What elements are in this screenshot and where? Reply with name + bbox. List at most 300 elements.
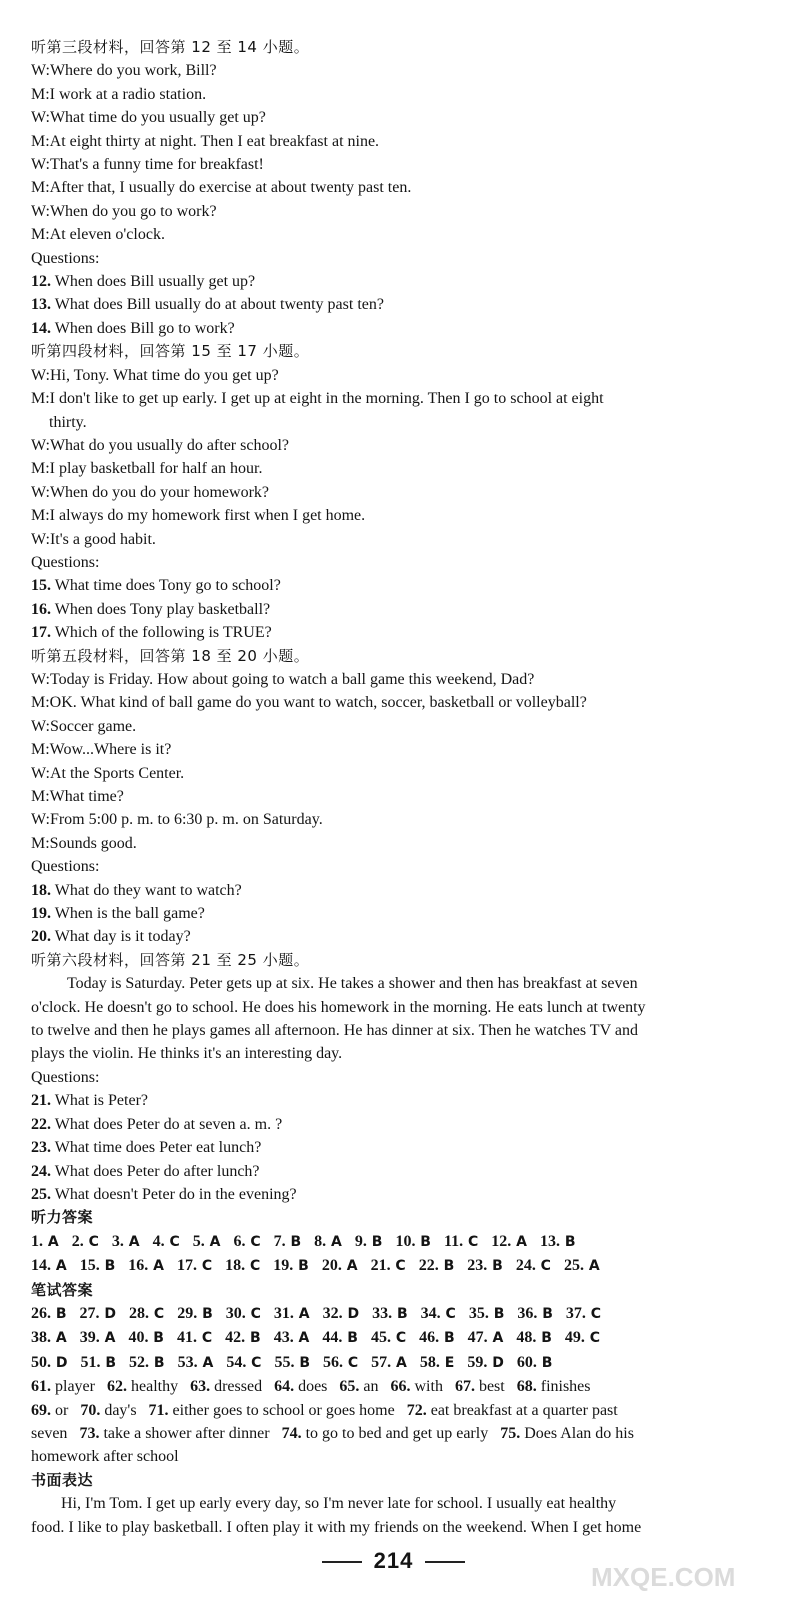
answer-value: B bbox=[197, 1305, 213, 1322]
answer-value: A bbox=[197, 1354, 214, 1371]
answer-value: A bbox=[51, 1330, 67, 1347]
answer-number: 52. bbox=[129, 1353, 150, 1371]
answer-item bbox=[566, 1302, 601, 1326]
passage-line: to twelve and then he plays games all afternoon. He has dinner at six. Then he watches TV and bbox=[31, 1022, 638, 1040]
answer-value: or bbox=[51, 1401, 69, 1419]
answer-value: B bbox=[342, 1330, 358, 1347]
answer-number: 38. bbox=[31, 1329, 51, 1347]
answer-number: 1. bbox=[31, 1232, 43, 1250]
answer-value: dressed bbox=[210, 1378, 263, 1396]
answer-value: B bbox=[439, 1330, 455, 1347]
answer-value: B bbox=[487, 1258, 503, 1275]
answer-value: B bbox=[536, 1330, 552, 1347]
answer-value: D bbox=[51, 1354, 68, 1371]
answer-value: C bbox=[584, 1330, 601, 1347]
answer-item bbox=[177, 1302, 213, 1326]
answer-number: 19. bbox=[273, 1257, 294, 1275]
question-text: What does Peter do at seven a. m. ? bbox=[51, 1115, 283, 1133]
question-item bbox=[31, 1113, 743, 1136]
answer-value: A bbox=[204, 1233, 221, 1250]
answer-row bbox=[31, 1230, 743, 1254]
dash-left bbox=[322, 1561, 362, 1563]
answer-item bbox=[72, 1230, 99, 1254]
answer-number: 60. bbox=[516, 1353, 537, 1371]
answer-number: 50. bbox=[31, 1353, 51, 1371]
answer-item bbox=[371, 1254, 406, 1278]
question-number: 17. bbox=[31, 624, 51, 642]
answer-item bbox=[31, 1230, 59, 1254]
answer-item bbox=[31, 1399, 68, 1422]
answer-item bbox=[419, 1254, 455, 1278]
question-item bbox=[31, 1136, 743, 1159]
section5-heading: 听第五段材料，回答第 18 至 20 小题。 bbox=[31, 646, 310, 665]
question-item bbox=[31, 317, 743, 340]
answer-number: 71. bbox=[148, 1401, 169, 1419]
answer-value: B bbox=[149, 1354, 165, 1371]
answer-item bbox=[274, 1326, 310, 1350]
answer-value: B bbox=[148, 1330, 164, 1347]
answer-number: 62. bbox=[106, 1378, 127, 1396]
answer-number: 32. bbox=[322, 1304, 343, 1322]
answer-item bbox=[128, 1254, 164, 1278]
answer-item bbox=[80, 1399, 136, 1422]
answer-item bbox=[129, 1351, 165, 1375]
answer-item bbox=[468, 1326, 504, 1350]
answer-value: C bbox=[149, 1305, 165, 1322]
answer-number: 6. bbox=[233, 1232, 246, 1250]
answer-row bbox=[31, 1302, 743, 1326]
answer-item bbox=[323, 1302, 360, 1326]
answer-number: 67. bbox=[454, 1378, 475, 1396]
question-text: Which of the following is TRUE? bbox=[51, 624, 272, 642]
answer-value: A bbox=[51, 1258, 67, 1275]
answer-value: C bbox=[390, 1258, 406, 1275]
dialogue-line: M:At eleven o'clock. bbox=[31, 226, 165, 244]
answer-value: B bbox=[100, 1354, 117, 1371]
dialogue-line: M:What time? bbox=[31, 788, 124, 805]
answer-number: 48. bbox=[516, 1329, 537, 1347]
answer-item bbox=[371, 1326, 406, 1350]
watermark-logo bbox=[551, 1528, 781, 1598]
answer-value: A bbox=[391, 1354, 407, 1371]
answer-item bbox=[190, 1375, 262, 1398]
written-answers-grid bbox=[31, 1302, 743, 1375]
answer-item bbox=[31, 1445, 179, 1468]
answer-row bbox=[31, 1422, 743, 1445]
answer-value: C bbox=[246, 1354, 262, 1371]
dialogue-line: W:What time do you usually get up? bbox=[31, 109, 266, 127]
question-number: 24. bbox=[31, 1162, 51, 1180]
answer-item bbox=[355, 1230, 383, 1254]
answer-number: 27. bbox=[79, 1304, 100, 1322]
answer-value: day's bbox=[100, 1401, 137, 1419]
answer-item bbox=[565, 1326, 600, 1350]
answer-value: player bbox=[51, 1378, 95, 1396]
answer-item bbox=[31, 1302, 67, 1326]
answer-item bbox=[274, 1351, 310, 1375]
answer-number: 18. bbox=[225, 1257, 246, 1275]
answer-number: 55. bbox=[274, 1353, 295, 1371]
answer-value: B bbox=[285, 1233, 302, 1250]
answer-number: 45. bbox=[370, 1329, 391, 1347]
answer-number: 59. bbox=[467, 1353, 488, 1371]
dialogue-line: M:At eight thirty at night. Then I eat breakfast at nine. bbox=[31, 132, 380, 150]
answer-item bbox=[516, 1254, 551, 1278]
answer-number: 56. bbox=[323, 1353, 344, 1371]
page-number-text: 214 bbox=[373, 1548, 414, 1573]
answer-item bbox=[467, 1254, 503, 1278]
answer-value: C bbox=[440, 1305, 456, 1322]
answer-value: A bbox=[511, 1233, 527, 1250]
section4-heading: 听第四段材料，回答第 15 至 17 小题。 bbox=[31, 342, 310, 361]
answer-item bbox=[31, 1351, 68, 1375]
questions-label: Questions: bbox=[31, 249, 100, 267]
answer-number: 33. bbox=[372, 1304, 393, 1322]
answer-number: 23. bbox=[467, 1257, 488, 1275]
answer-value: C bbox=[245, 1233, 261, 1250]
answer-value: best bbox=[474, 1378, 505, 1396]
dialogue-line: M:Wow...Where is it? bbox=[31, 741, 172, 759]
question-item bbox=[31, 879, 743, 902]
question-number: 16. bbox=[31, 600, 51, 618]
question-number: 19. bbox=[31, 905, 51, 923]
answer-value: with bbox=[410, 1378, 443, 1396]
answer-item bbox=[420, 1351, 454, 1375]
page-content bbox=[31, 36, 743, 1539]
answer-number: 14. bbox=[31, 1257, 51, 1275]
answer-number: 58. bbox=[419, 1353, 440, 1371]
answer-value: A bbox=[99, 1330, 116, 1347]
section3-dialogue bbox=[31, 59, 743, 246]
answer-item bbox=[80, 1254, 116, 1278]
answer-value: D bbox=[342, 1305, 360, 1322]
listening-answers-heading: 听力答案 bbox=[31, 1208, 94, 1227]
answer-number: 74. bbox=[281, 1424, 302, 1442]
answer-item bbox=[467, 1351, 504, 1375]
writing-heading: 书面表达 bbox=[31, 1470, 94, 1489]
question-item bbox=[31, 270, 743, 293]
answer-number: 40. bbox=[128, 1329, 149, 1347]
dialogue-line: W:What do you usually do after school? bbox=[31, 436, 289, 454]
answer-item bbox=[31, 1326, 67, 1350]
question-item bbox=[31, 902, 743, 925]
dialogue-line: M:After that, I usually do exercise at about twenty past ten. bbox=[31, 179, 412, 197]
question-item bbox=[31, 621, 743, 644]
answer-number: 51. bbox=[80, 1353, 101, 1371]
answer-number: 9. bbox=[354, 1232, 367, 1250]
watermark-text: MXQE.COM bbox=[591, 1562, 736, 1592]
answer-number: 73. bbox=[79, 1424, 100, 1442]
answer-item bbox=[517, 1375, 591, 1398]
answer-number: 2. bbox=[71, 1232, 84, 1250]
answer-value: does bbox=[294, 1378, 328, 1396]
answer-item bbox=[372, 1302, 408, 1326]
answer-item bbox=[129, 1302, 164, 1326]
answer-number: 17. bbox=[176, 1257, 197, 1275]
answer-value: C bbox=[343, 1354, 359, 1371]
dialogue-line: W:From 5:00 p. m. to 6:30 p. m. on Saturday. bbox=[31, 811, 323, 829]
answer-row bbox=[31, 1445, 743, 1468]
answer-value: C bbox=[83, 1233, 99, 1250]
question-text: When does Bill go to work? bbox=[51, 319, 235, 337]
answer-value: C bbox=[390, 1330, 407, 1347]
answer-number: 12. bbox=[491, 1232, 512, 1250]
answer-number: 37. bbox=[565, 1304, 586, 1322]
answer-number: 69. bbox=[31, 1401, 51, 1419]
answer-item bbox=[323, 1351, 358, 1375]
answer-number: 65. bbox=[339, 1378, 360, 1396]
passage-line: Today is Saturday. Peter gets up at six. He takes a shower and then has breakfast at seven bbox=[67, 975, 638, 993]
answer-number: 54. bbox=[226, 1353, 247, 1371]
question-text: What day is it today? bbox=[51, 928, 191, 946]
watermark-graphic bbox=[551, 1528, 781, 1598]
answer-item bbox=[444, 1230, 478, 1254]
answer-value: B bbox=[536, 1354, 553, 1371]
answer-value: A bbox=[341, 1258, 358, 1275]
question-number: 14. bbox=[31, 319, 51, 337]
question-text: When does Bill usually get up? bbox=[51, 273, 256, 291]
answer-row bbox=[31, 1254, 743, 1278]
answer-value: D bbox=[487, 1354, 504, 1371]
written-fill-answers bbox=[31, 1375, 743, 1469]
answer-number: 42. bbox=[225, 1329, 246, 1347]
answer-number: 75. bbox=[500, 1424, 521, 1442]
answer-item bbox=[273, 1254, 309, 1278]
answer-item bbox=[339, 1375, 378, 1398]
answer-item bbox=[79, 1422, 269, 1445]
answer-item bbox=[322, 1326, 358, 1350]
answer-value: C bbox=[245, 1305, 261, 1322]
dialogue-line-continued: thirty. bbox=[49, 413, 87, 431]
writing-line: Hi, I'm Tom. I get up early every day, so I'm never late for school. I usually eat healthy bbox=[61, 1495, 617, 1513]
question-text: What time does Peter eat lunch? bbox=[51, 1139, 262, 1157]
questions-label: Questions: bbox=[31, 858, 100, 876]
answer-item bbox=[274, 1302, 310, 1326]
dialogue-line: W:Where do you work, Bill? bbox=[31, 62, 217, 80]
question-item bbox=[31, 574, 743, 597]
answer-item bbox=[107, 1375, 178, 1398]
question-text: What doesn't Peter do in the evening? bbox=[51, 1185, 297, 1203]
answer-item bbox=[128, 1326, 164, 1350]
answer-item bbox=[517, 1351, 553, 1375]
answer-value: B bbox=[51, 1305, 67, 1322]
answer-number: 30. bbox=[225, 1304, 246, 1322]
answer-item bbox=[178, 1351, 214, 1375]
question-item bbox=[31, 598, 743, 621]
answer-number: 41. bbox=[176, 1329, 197, 1347]
question-text: When is the ball game? bbox=[51, 905, 205, 923]
answer-number: 3. bbox=[111, 1232, 124, 1250]
answer-value: finishes bbox=[536, 1378, 591, 1396]
answer-item bbox=[225, 1254, 260, 1278]
answer-number: 35. bbox=[468, 1304, 489, 1322]
answer-value: B bbox=[559, 1233, 576, 1250]
answer-item bbox=[322, 1254, 358, 1278]
answer-value: eat breakfast at a quarter past bbox=[426, 1401, 618, 1419]
question-text: What does Peter do after lunch? bbox=[51, 1162, 260, 1180]
answer-number: 25. bbox=[563, 1257, 584, 1275]
question-text: What is Peter? bbox=[51, 1092, 149, 1110]
answer-value: C bbox=[463, 1233, 479, 1250]
answer-item bbox=[274, 1230, 302, 1254]
dialogue-line: M:I always do my homework first when I get home. bbox=[31, 507, 366, 525]
question-number: 20. bbox=[31, 928, 51, 946]
answer-number: 70. bbox=[80, 1401, 101, 1419]
answer-value: B bbox=[366, 1233, 383, 1250]
answer-item bbox=[419, 1326, 455, 1350]
dialogue-line: W:At the Sports Center. bbox=[31, 764, 185, 782]
answer-value: to go to bed and get up early bbox=[301, 1424, 489, 1442]
answer-number: 20. bbox=[321, 1257, 342, 1275]
answer-number: 24. bbox=[515, 1257, 536, 1275]
dialogue-line: W:That's a funny time for breakfast! bbox=[31, 156, 264, 174]
section3-heading: 听第三段材料，回答第 12 至 14 小题。 bbox=[31, 38, 310, 56]
answer-item bbox=[391, 1375, 443, 1398]
answer-value: B bbox=[294, 1354, 311, 1371]
question-text: When does Tony play basketball? bbox=[51, 600, 271, 618]
answer-item bbox=[371, 1351, 407, 1375]
question-item bbox=[31, 1089, 743, 1112]
answer-number: 22. bbox=[418, 1257, 439, 1275]
answer-value: A bbox=[326, 1233, 342, 1250]
answer-value: C bbox=[196, 1330, 213, 1347]
question-text: What does Bill usually do at about twenty past ten? bbox=[51, 296, 384, 314]
answer-item bbox=[153, 1230, 180, 1254]
answer-number: 8. bbox=[314, 1232, 327, 1250]
question-number: 23. bbox=[31, 1139, 51, 1157]
answer-row bbox=[31, 1351, 743, 1375]
answer-item bbox=[80, 1302, 117, 1326]
answer-value: Does Alan do his bbox=[520, 1424, 634, 1442]
answer-item bbox=[564, 1254, 600, 1278]
dialogue-line: W:When do you do your homework? bbox=[31, 483, 270, 501]
answer-value: A bbox=[148, 1258, 164, 1275]
answer-number: 7. bbox=[273, 1232, 286, 1250]
answer-value: A bbox=[293, 1305, 310, 1322]
questions-label: Questions: bbox=[31, 1068, 100, 1086]
passage-line: o'clock. He doesn't go to school. He does his homework in the morning. He eats lunch at twenty bbox=[31, 998, 646, 1016]
answer-value: homework after school bbox=[31, 1448, 179, 1466]
answer-item bbox=[314, 1230, 342, 1254]
answer-item bbox=[233, 1230, 260, 1254]
question-item bbox=[31, 1160, 743, 1183]
written-answers-heading: 笔试答案 bbox=[31, 1280, 94, 1299]
answer-item bbox=[177, 1254, 212, 1278]
answer-value: B bbox=[438, 1258, 455, 1275]
answer-item bbox=[31, 1422, 67, 1445]
answer-item bbox=[226, 1351, 261, 1375]
dialogue-line: M:I work at a radio station. bbox=[31, 85, 207, 103]
question-number: 21. bbox=[31, 1092, 51, 1110]
question-item bbox=[31, 293, 743, 316]
answer-number: 57. bbox=[371, 1353, 392, 1371]
answer-number: 4. bbox=[152, 1232, 165, 1250]
question-number: 15. bbox=[31, 577, 51, 595]
dialogue-line: M:Sounds good. bbox=[31, 834, 137, 852]
dialogue-line: W:It's a good habit. bbox=[31, 530, 156, 548]
answer-number: 28. bbox=[129, 1304, 150, 1322]
answer-value: an bbox=[359, 1378, 379, 1396]
answer-number: 43. bbox=[273, 1329, 294, 1347]
answer-item bbox=[421, 1302, 456, 1326]
answer-item bbox=[177, 1326, 212, 1350]
answer-value: B bbox=[392, 1305, 408, 1322]
answer-value: C bbox=[245, 1258, 261, 1275]
question-number: 12. bbox=[31, 273, 51, 291]
answer-number: 36. bbox=[517, 1304, 538, 1322]
answer-item bbox=[225, 1326, 261, 1350]
answer-value: seven bbox=[31, 1424, 68, 1442]
answer-value: B bbox=[293, 1258, 309, 1275]
answer-value: either goes to school or goes home bbox=[168, 1401, 395, 1419]
answer-number: 53. bbox=[177, 1353, 198, 1371]
answer-value: C bbox=[196, 1258, 213, 1275]
answer-item bbox=[112, 1230, 140, 1254]
question-number: 22. bbox=[31, 1115, 51, 1133]
answer-number: 61. bbox=[31, 1378, 51, 1396]
answer-number: 16. bbox=[128, 1257, 149, 1275]
dialogue-line: M:OK. What kind of ball game do you want to watch, soccer, basketball or volleyball? bbox=[31, 694, 587, 712]
answer-value: healthy bbox=[126, 1378, 179, 1396]
section6-passage bbox=[31, 972, 743, 1066]
answer-item bbox=[149, 1399, 395, 1422]
answer-number: 46. bbox=[419, 1329, 440, 1347]
question-number: 25. bbox=[31, 1185, 51, 1203]
writing-line: food. I like to play basketball. I often play it with my friends on the weekend. When I get home bbox=[31, 1518, 642, 1536]
answer-number: 68. bbox=[516, 1378, 537, 1396]
answer-number: 29. bbox=[177, 1304, 198, 1322]
answer-value: A bbox=[487, 1330, 504, 1347]
answer-value: A bbox=[293, 1330, 310, 1347]
answer-item bbox=[31, 1254, 67, 1278]
answer-number: 13. bbox=[539, 1232, 560, 1250]
answer-item bbox=[274, 1375, 327, 1398]
answer-value: E bbox=[439, 1354, 455, 1371]
answer-number: 11. bbox=[443, 1232, 464, 1250]
answer-item bbox=[193, 1230, 221, 1254]
answer-item bbox=[31, 1375, 95, 1398]
answer-number: 44. bbox=[322, 1329, 343, 1347]
answer-value: A bbox=[583, 1258, 600, 1275]
answer-value: C bbox=[535, 1258, 551, 1275]
answer-number: 10. bbox=[395, 1232, 416, 1250]
answer-item bbox=[469, 1302, 505, 1326]
answer-item bbox=[395, 1230, 431, 1254]
answer-value: C bbox=[164, 1233, 180, 1250]
answer-value: B bbox=[245, 1330, 261, 1347]
answer-number: 39. bbox=[79, 1329, 100, 1347]
dialogue-line: W:Soccer game. bbox=[31, 717, 137, 735]
answer-number: 72. bbox=[406, 1401, 427, 1419]
answer-number: 31. bbox=[273, 1304, 294, 1322]
answer-value: B bbox=[415, 1233, 431, 1250]
answer-item bbox=[516, 1326, 552, 1350]
answer-number: 26. bbox=[31, 1304, 51, 1322]
answer-item bbox=[540, 1230, 576, 1254]
answer-value: B bbox=[537, 1305, 553, 1322]
answer-number: 64. bbox=[274, 1378, 295, 1396]
answer-item bbox=[80, 1326, 116, 1350]
answer-item bbox=[455, 1375, 505, 1398]
answer-number: 15. bbox=[79, 1257, 100, 1275]
dialogue-line: M:I don't like to get up early. I get up at eight in the morning. Then I go to school at eight bbox=[31, 390, 604, 408]
dialogue-line: M:I play basketball for half an hour. bbox=[31, 460, 263, 478]
answer-item bbox=[226, 1302, 261, 1326]
answer-item bbox=[500, 1422, 634, 1445]
dialogue-line: W:Today is Friday. How about going to watch a ball game this weekend, Dad? bbox=[31, 670, 535, 688]
answer-value: A bbox=[123, 1233, 140, 1250]
answer-item bbox=[491, 1230, 527, 1254]
